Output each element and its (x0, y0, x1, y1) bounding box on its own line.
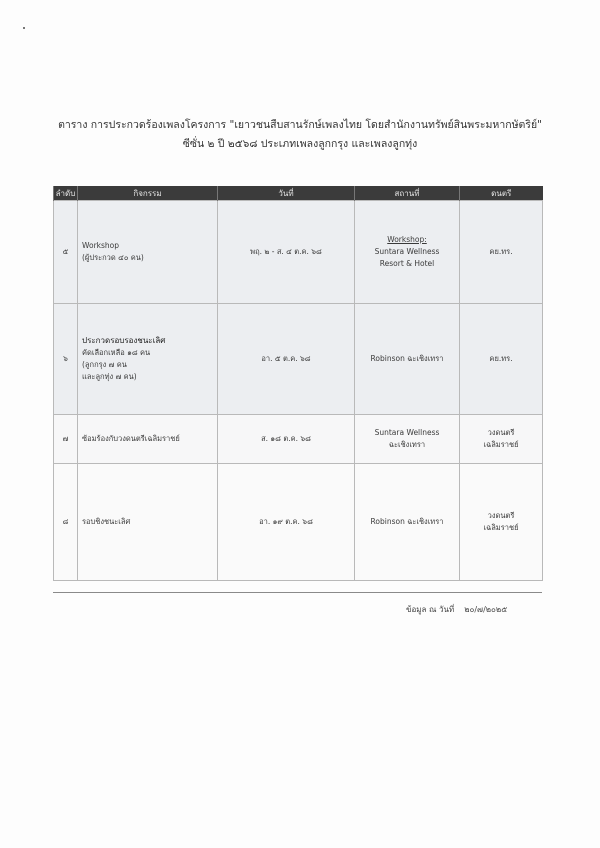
date-cell: พฤ. ๒ - ส. ๔ ต.ค. ๖๘ (218, 201, 355, 304)
venue-line: ฉะเชิงเทรา (388, 440, 426, 449)
scan-speck (23, 27, 25, 29)
schedule-table (53, 186, 543, 581)
music-line: วงดนตรี (487, 428, 515, 437)
venue-cell (355, 304, 460, 415)
row-number: ๘ (54, 464, 78, 581)
venue-line: Robinson ฉะเชิงเทรา (370, 517, 444, 526)
music-cell: คย.ทร. (460, 201, 543, 304)
music-cell (460, 415, 543, 464)
venue-line: Resort & Hotel (379, 259, 435, 268)
activity-detail: (ผู้ประกวด ๔๐ คน) (82, 253, 144, 262)
venue-line: Robinson ฉะเชิงเทรา (370, 354, 444, 363)
header-music: ดนตรี (460, 186, 543, 201)
header-no: ลำดับ (54, 186, 78, 201)
table-row (54, 304, 543, 415)
music-line: วงดนตรี (487, 511, 515, 520)
venue-line: Workshop: (387, 235, 427, 244)
activity-title: รอบชิงชนะเลิศ (82, 517, 131, 526)
date-cell: อา. ๕ ต.ค. ๖๘ (218, 304, 355, 415)
activity-cell (78, 304, 218, 415)
table-row (54, 201, 543, 304)
activity-detail: (ลูกกรุง ๗ คน (82, 360, 127, 369)
table-bottom-rule (53, 592, 542, 593)
music-cell: คย.ทร. (460, 304, 543, 415)
activity-detail: คัดเลือกเหลือ ๑๘ คน (82, 348, 151, 357)
music-line: เฉลิมราชย์ (483, 440, 519, 449)
row-number: ๗ (54, 415, 78, 464)
venue-line: Suntara Wellness (374, 428, 440, 437)
music-line: เฉลิมราชย์ (483, 523, 519, 532)
table-row (54, 464, 543, 581)
document-title: ตาราง การประกวดร้องเพลงโครงการ "เยาวชนสืบสานรักษ์เพลงไทย โดยสำนักงานทรัพย์สินพระมหากษัตริย์" (58, 119, 542, 131)
venue-cell (355, 415, 460, 464)
activity-cell (78, 415, 218, 464)
venue-line: Suntara Wellness (374, 247, 440, 256)
row-number: ๖ (54, 304, 78, 415)
date-cell: อา. ๑๙ ต.ค. ๖๘ (218, 464, 355, 581)
venue-cell (355, 201, 460, 304)
header-date: วันที่ (218, 186, 355, 201)
venue-cell (355, 464, 460, 581)
data-as-of (406, 603, 507, 616)
music-cell (460, 464, 543, 581)
activity-title: Workshop (82, 241, 120, 250)
data-as-of-label: ข้อมูล ณ วันที่ (406, 605, 455, 614)
activity-title: ซ้อมร้องกับวงดนตรีเฉลิมราชย์ (82, 434, 180, 443)
table-row (54, 415, 543, 464)
header-activity: กิจกรรม (78, 186, 218, 201)
activity-cell (78, 464, 218, 581)
activity-title: ประกวดรอบรองชนะเลิศ (82, 336, 166, 345)
date-cell: ส. ๑๘ ต.ค. ๖๘ (218, 415, 355, 464)
activity-cell (78, 201, 218, 304)
table-header-row (54, 186, 543, 201)
header-venue: สถานที่ (355, 186, 460, 201)
row-number: ๕ (54, 201, 78, 304)
activity-detail: และลูกทุ่ง ๗ คน) (82, 372, 137, 381)
document-subtitle: ซีซั่น ๒ ปี ๒๕๖๘ ประเภทเพลงลูกกรุง และเพลงลูกทุ่ง (182, 138, 418, 150)
data-as-of-date: ๒๐/๗/๒๐๒๕ (464, 605, 508, 614)
